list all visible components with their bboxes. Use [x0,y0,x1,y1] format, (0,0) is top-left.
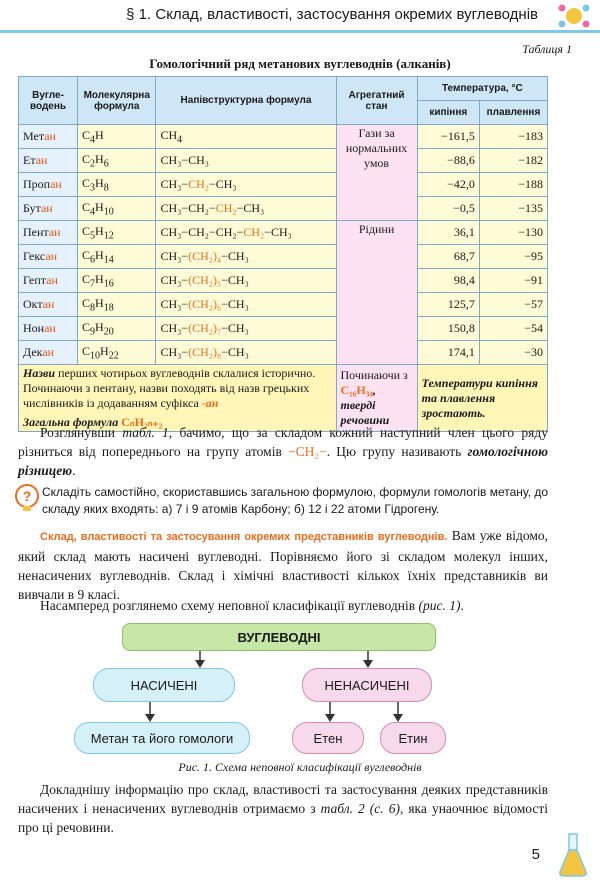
name-stem: Пент [23,225,49,239]
name-suffix: ан [44,321,56,335]
structural-formula [156,317,336,341]
p3-a: Насамперед розглянемо схему неповної класифікації вуглеводнів [40,598,419,613]
table-number: Таблиця 1 [522,42,572,56]
structural-formula [156,269,336,293]
alkane-name [19,173,78,197]
boiling-point: 125,7 [417,293,479,317]
col-header-name: Вугле-водень [19,77,78,125]
struct-b: −CH₃ [236,201,265,215]
name-stem: Гекс [23,249,46,263]
molecular-formula: $C_2H_6$ [78,149,156,173]
p1-c: . Цю групу називають [326,444,468,459]
structural-formula [156,341,336,365]
melting-point: −183 [479,125,547,149]
alkane-name [19,293,78,317]
boiling-point: −88,6 [417,149,479,173]
names-text: перших чотирьох вуглеводнів склалися історично. Починаючи з пентану, назви походять від назв грецьких числівників із додаванням суфікса [23,366,316,410]
boiling-point: −0,5 [417,197,479,221]
boiling-point: −161,5 [417,125,479,149]
figure-caption: Рис. 1. Схема неповної класифікації вуглеводнів [178,760,422,774]
boiling-point: 98,4 [417,269,479,293]
col-header-melting: плавлення [479,101,547,125]
melting-point: −54 [479,317,547,341]
molecular-formula: $C_5H_{12}$ [78,221,156,245]
alkane-name [19,269,78,293]
structural-formula [156,293,336,317]
ethene-box: Етен [292,722,364,754]
hydrogen-count: 6 [103,158,109,170]
solid-note-a: Починаючи з [340,368,408,382]
p3-b: . [460,598,464,613]
temperature-note [417,365,547,432]
struct-a: CH₃− [160,177,189,191]
struct-b: −CH₃ [221,345,249,359]
flask-icon [556,830,590,878]
struct-b: −CH₃ [264,225,292,239]
name-stem: Бут [23,201,41,215]
svg-text:?: ? [22,488,32,504]
carbon-count: 10 [90,350,101,362]
melting-point: −57 [479,293,547,317]
solid-formula: C₁₆H₃₄ [340,383,373,397]
names-note [19,365,337,432]
structural-formula [156,149,336,173]
name-suffix: ан [46,273,58,287]
struct-highlight: (CH₂)₈ [188,345,222,359]
carbon-count: 4 [90,134,96,146]
ethyne-box: Етин [380,722,446,754]
struct-a: CH₃−CH₂−CH₂− [160,225,244,239]
table-title: Гомологічний ряд метанових вуглеводнів (алканів) [149,56,451,71]
col-header-boiling: кипіння [417,101,479,125]
struct-highlight: (CH₂)₆ [188,297,222,311]
question-icon [14,484,40,512]
col-header-molecular: Молекулярна формула [78,77,156,125]
alkanes-table [18,76,548,432]
table-row [19,245,548,269]
molecular-formula: $C_6H_{14}$ [78,245,156,269]
col-header-structural: Напівструктурна формула [156,77,336,125]
struct-a: CH₃− [160,297,189,311]
p4-a: Докладнішу інформацію про склад, властивості та застосування деяких представників насичених і ненасичених вуглеводнів отримаємо з [18,782,548,816]
molecular-formula: $C_4H_{10}$ [78,197,156,221]
molecular-formula: $C_8H_{18}$ [78,293,156,317]
col-header-state: Агрегатний стан [336,77,417,125]
table-row [19,221,548,245]
name-stem: Ет [23,153,36,167]
hydrogen-count: 18 [103,302,114,314]
carbon-count: 2 [90,158,96,170]
table-row [19,269,548,293]
col-header-temperature: Температура, °С [417,77,547,101]
p1-b: , бачимо, що за складом кожний наступний член цього ряду різниться від попереднього на групу атомів [18,425,548,459]
paragraph-section [18,526,548,604]
header-rule [0,30,600,33]
paragraph-homologous [18,423,548,480]
molecule-icon [554,2,594,30]
alkane-name [19,245,78,269]
melting-point: −130 [479,221,547,245]
structural-formula [156,245,336,269]
p2: Вам уже відомо, який склад мають насичені вуглеводні. Порівняємо його зі складом молекул інших, ненасичених вуглеводнів. Склад і хімічні властивості кількох їхніх представників ви вивчали в 9 класі. [18,528,548,602]
name-stem: Окт [23,297,43,311]
carbon-count: 3 [90,182,96,194]
struct-b: −CH₃ [221,321,249,335]
suffix-text: -ан [201,396,219,410]
struct-a: CH₃− [160,273,189,287]
carbon-count: 5 [90,230,96,242]
molecular-formula: $C_4H$ [78,125,156,149]
hydrogen-count: 22 [108,350,119,362]
general-formula: CₙH₂ₙ₊₂ [121,415,163,429]
alkane-name [19,125,78,149]
struct-b: −CH₃ [208,177,237,191]
melting-point: −95 [479,245,547,269]
carbon-count: 9 [90,326,96,338]
melting-point: −91 [479,269,547,293]
section-heading: Склад, властивості та застосування окремих представників вуглеводнів. [40,531,448,543]
name-stem: Гепт [23,273,47,287]
struct-b: −CH₃ [221,297,249,311]
struct-b: −CH₃ [221,249,249,263]
structural-formula [156,221,336,245]
name-suffix: ан [45,249,58,263]
task-text: Складіть самостійно, скориставшись загальною формулою, формули гомологів метану, до складу яких входять: а) 7 і 9 атомів Карбону; б) 12 і 22 атоми Гідрогену. [42,485,549,516]
table-row [19,197,548,221]
melting-point: −30 [479,341,547,365]
struct-sub: 4 [177,134,183,146]
table-row [19,341,548,365]
structural-formula [156,197,336,221]
chapter-title: § 1. Склад, властивості, застосування окремих вуглеводнів [126,6,538,23]
name-suffix: ан [35,153,48,167]
alkane-name [19,341,78,365]
page-header [0,0,600,34]
p1-a: Розглянувши [40,425,123,440]
name-stem: Мет [23,129,45,143]
name-stem: Дек [23,345,43,359]
struct-highlight: (CH₂)₄ [188,249,222,263]
struct-a: CH₃−CH₃ [160,153,209,167]
hydrogen-count: 16 [103,278,114,290]
general-formula-label: Загальна формула [23,415,122,429]
table-row [19,125,548,149]
alkane-name [19,221,78,245]
alkane-name [19,317,78,341]
molecular-formula: $C_3H_8$ [78,173,156,197]
carbon-count: 8 [90,302,96,314]
boiling-point: −42,0 [417,173,479,197]
solid-note [336,365,417,432]
struct-a: CH₃− [160,249,189,263]
table-row [19,293,548,317]
struct-a: CH [160,127,178,142]
struct-highlight: (CH₂)₇ [188,321,222,335]
table2-ref: табл. 2 (с. 6) [320,801,400,816]
carbon-count: 6 [90,254,96,266]
structural-formula [156,173,336,197]
paragraph-scheme [18,596,548,615]
struct-a: CH₃−CH₂− [160,201,216,215]
hydrogen-count: 14 [103,254,114,266]
homologous-difference: гомологічною різницею [18,444,548,478]
melting-point: −135 [479,197,547,221]
state-gas: Гази за нормальних умов [336,125,417,221]
hydrogen-count: 8 [103,182,109,194]
figure-ref: (рис. 1) [418,598,461,613]
names-bold: Назви [23,366,56,380]
boiling-point: 68,7 [417,245,479,269]
alkane-name [19,197,78,221]
name-suffix: ан [40,201,53,215]
struct-highlight: CH₂ [215,201,237,215]
struct-highlight: CH₂ [188,177,209,191]
name-suffix: ан [50,177,62,191]
structural-formula [156,125,336,149]
carbon-count: 4 [90,206,96,218]
name-suffix: ан [42,297,55,311]
melting-point: −188 [479,173,547,197]
temperature-note-text: Температури кипіння та плавлення зростають. [421,375,538,420]
struct-a: CH₃− [160,321,189,335]
unsaturated-box: НЕНАСИЧЕНІ [302,668,432,702]
table-ref: табл. 1 [122,425,169,440]
table-row [19,317,548,341]
boiling-point: 36,1 [417,221,479,245]
name-suffix: ан [42,345,55,359]
hydrogen-count: 10 [103,206,114,218]
paragraph-details [18,780,548,837]
molecular-formula: $C_{10}H_{22}$ [78,341,156,365]
struct-highlight: CH₂ [243,225,265,239]
molecular-formula: $C_7H_{16}$ [78,269,156,293]
name-stem: Проп [23,177,51,191]
saturated-box: НАСИЧЕНІ [93,668,235,702]
p4-b: , яка унаочнює відомості про ці речовини. [18,801,548,835]
table-row [19,173,548,197]
struct-a: CH₃− [160,345,189,359]
hydrogen-count: 20 [103,326,114,338]
struct-highlight: (CH₂)₅ [188,273,222,287]
solid-note-b: , тверді речовини [340,383,390,427]
melting-point: −182 [479,149,547,173]
boiling-point: 174,1 [417,341,479,365]
root-box: ВУГЛЕВОДНІ [122,623,436,651]
carbon-count: 7 [90,278,96,290]
molecular-formula: $C_9H_{20}$ [78,317,156,341]
hydrogen-count: 12 [103,230,114,242]
alkane-name [19,149,78,173]
page-number: 5 [531,846,540,863]
boiling-point: 150,8 [417,317,479,341]
ch2-group: −CH₂− [288,444,327,459]
name-suffix: ан [48,225,61,239]
table-row [19,149,548,173]
struct-b: −CH₃ [221,273,249,287]
state-liquid: Рідини [336,221,417,365]
name-stem: Нон [23,321,45,335]
name-suffix: ан [44,129,56,143]
methane-box: Метан та його гомологи [74,722,250,754]
p1-d: . [72,463,76,478]
